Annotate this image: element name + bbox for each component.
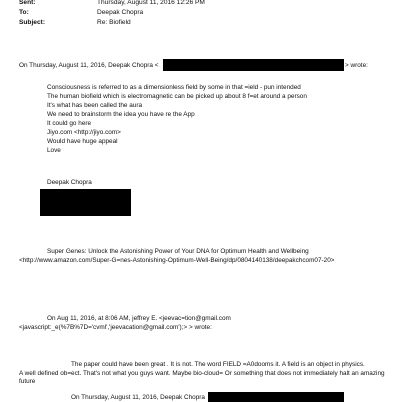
reply-text-1: The paper could have been great . It is not. The word FIELD =A0dooms it. A field is an object in physics. — [71, 361, 365, 368]
to-label: To: — [19, 9, 29, 16]
quote-intro-start: On Thursday, August 11, 2016, Deepak Chopra < — [19, 62, 159, 69]
quote-intro-end: > wrote: — [345, 62, 368, 69]
body-line-5: It could go here — [47, 120, 92, 127]
body-line-2: The human biofield which is electromagnetic can be picked up about 8 f=et around a person — [47, 93, 307, 100]
subject-value: Re: Biofield — [97, 19, 131, 26]
body-line-8: Love — [47, 147, 61, 154]
body-line-7: Would have huge appeal — [47, 138, 118, 145]
signature-name: Deepak Chopra — [47, 179, 92, 186]
subject-label: Subject: — [19, 19, 46, 26]
sent-label: Sent: — [19, 0, 36, 6]
quote3-intro: On Thursday, August 11, 2016, Deepak Chopra — [71, 394, 205, 401]
reply-text-2: A well defined ob=ect. That's not what you guys want. Maybe bio-cloud= Or something that does not immediately halt an amazing future — [19, 370, 385, 385]
redacted-email-1 — [163, 59, 344, 71]
body-line-6: Jiyo.com <http://jiyo.com> — [47, 129, 121, 136]
body-line-3: It's what has been called the aura — [47, 102, 143, 109]
redacted-signature-block — [40, 189, 131, 216]
to-value: Deepak Chopra — [97, 9, 144, 16]
body-line-4: We need to brainstorm the idea you have re the App — [47, 111, 195, 118]
redacted-email-2 — [208, 392, 344, 402]
book-title: Super Genes: Unlock the Astonishing Power of Your DNA for Optimum Health and Wellbeing — [47, 248, 309, 255]
body-line-1: Consciousness is referred to as a dimensionless field by some in that =ield - pun intended — [47, 84, 301, 91]
quote2-line-2: <javascript:_e(%7B%7D='cvml','jeevacation@gmail.com');> > wrote: — [19, 324, 212, 331]
sent-value: Thursday, August 11, 2016 12:26 PM — [97, 0, 205, 6]
book-link[interactable]: <http://www.amazon.com/Super-G=nes-Astonishing-Optimum-Well-Being/dp/0804140138/deepakchcom07-20> — [19, 257, 335, 264]
quote2-line-1: On Aug 11, 2016, at 8:06 AM, jeffrey E. <jeevac=tion@gmail.com — [47, 315, 231, 322]
